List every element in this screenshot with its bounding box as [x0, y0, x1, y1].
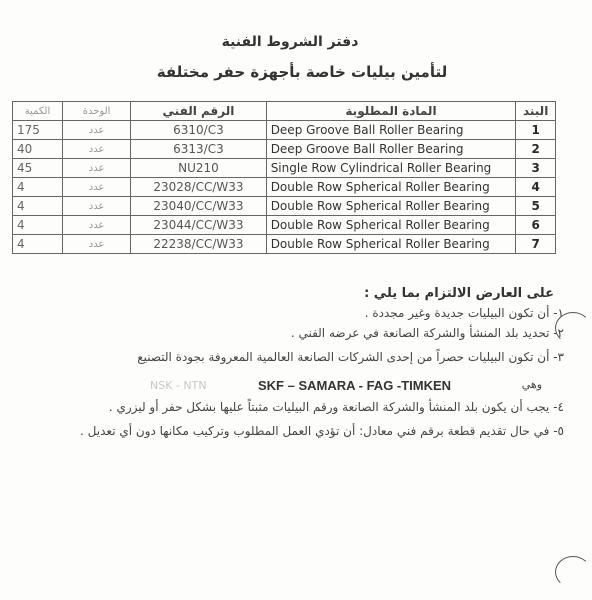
- header-tech: الرقم الفني: [131, 102, 266, 121]
- cell-tech: 23040/CC/W33: [131, 197, 266, 216]
- cell-name: Double Row Spherical Roller Bearing: [266, 216, 516, 235]
- cell-unit: عدد: [62, 178, 130, 197]
- cell-tech: 23028/CC/W33: [131, 178, 266, 197]
- cell-no: 3: [516, 159, 556, 178]
- table-row: [13, 216, 556, 235]
- cell-no: 2: [516, 140, 556, 159]
- table-row: [13, 140, 556, 159]
- brand-list: SKF – SAMARA - FAG -TIMKEN: [258, 378, 452, 393]
- table-row: [13, 235, 556, 254]
- cell-name: Deep Groove Ball Roller Bearing: [266, 121, 516, 140]
- items-table: [12, 101, 556, 254]
- cell-qty: 4: [13, 216, 63, 235]
- cell-name: Double Row Spherical Roller Bearing: [266, 178, 516, 197]
- header-unit: الوحدة: [62, 102, 130, 121]
- cell-no: 5: [516, 197, 556, 216]
- header-qty: الكمية: [13, 102, 63, 121]
- cell-name: Deep Groove Ball Roller Bearing: [266, 140, 516, 159]
- brands-prefix: وهي: [521, 378, 542, 391]
- cell-tech: NU210: [131, 159, 266, 178]
- cell-unit: عدد: [62, 216, 130, 235]
- cell-unit: عدد: [62, 140, 130, 159]
- conditions-heading: على العارض الالتزام بما يلي :: [364, 286, 554, 301]
- condition-5: ٥- في حال تقديم قطعة برقم فني معادل: أن تؤدي العمل المطلوب وتركيب مكانها دون أي تعديل .: [80, 424, 564, 438]
- cell-name: Single Row Cylindrical Roller Bearing: [266, 159, 516, 178]
- condition-4: ٤- يجب أن يكون بلد المنشأ والشركة الصانعة ورقم البيليات مثبتاً عليها بشكل حفر أو ليزري .: [108, 400, 564, 414]
- table-row: [13, 178, 556, 197]
- margin-mark-bottom: [555, 556, 591, 588]
- cell-unit: عدد: [62, 121, 130, 140]
- cell-qty: 4: [13, 197, 63, 216]
- document-subtitle: لتأمين بيليات خاصة بأجهزة حفر مختلفة: [156, 63, 448, 81]
- cell-no: 6: [516, 216, 556, 235]
- condition-3: ٣- أن تكون البيليات حصراً من إحدى الشركات الصانعة العالمية المعروفة بجودة التصنيع: [137, 350, 564, 364]
- cell-no: 1: [516, 121, 556, 140]
- cell-no: 4: [516, 178, 556, 197]
- cell-unit: عدد: [62, 159, 130, 178]
- cell-tech: 23044/CC/W33: [131, 216, 266, 235]
- condition-1: ١- أن تكون البيليات جديدة وغير مجددة .: [364, 306, 564, 320]
- condition-2: ٢- تحديد بلد المنشأ والشركة الصانعة في عرضه الفني .: [290, 326, 564, 340]
- cell-qty: 4: [13, 178, 63, 197]
- cell-no: 7: [516, 235, 556, 254]
- table-row: [13, 159, 556, 178]
- table-row: [13, 121, 556, 140]
- header-name: المادة المطلوبة: [266, 102, 516, 121]
- cell-qty: 4: [13, 235, 63, 254]
- table-row: [13, 197, 556, 216]
- table-header-row: [13, 102, 556, 121]
- document-title: دفتر الشروط الفنية: [221, 34, 359, 50]
- header-no: البند: [516, 102, 556, 121]
- cell-unit: عدد: [62, 197, 130, 216]
- cell-tech: 6313/C3: [131, 140, 266, 159]
- faded-brand-text: NSK - NTN: [150, 379, 207, 392]
- cell-tech: 6310/C3: [131, 121, 266, 140]
- margin-mark-top: [555, 312, 591, 344]
- cell-qty: 40: [13, 140, 63, 159]
- cell-tech: 22238/CC/W33: [131, 235, 266, 254]
- cell-qty: 45: [13, 159, 63, 178]
- cell-qty: 175: [13, 121, 63, 140]
- cell-unit: عدد: [62, 235, 130, 254]
- cell-name: Double Row Spherical Roller Bearing: [266, 197, 516, 216]
- cell-name: Double Row Spherical Roller Bearing: [266, 235, 516, 254]
